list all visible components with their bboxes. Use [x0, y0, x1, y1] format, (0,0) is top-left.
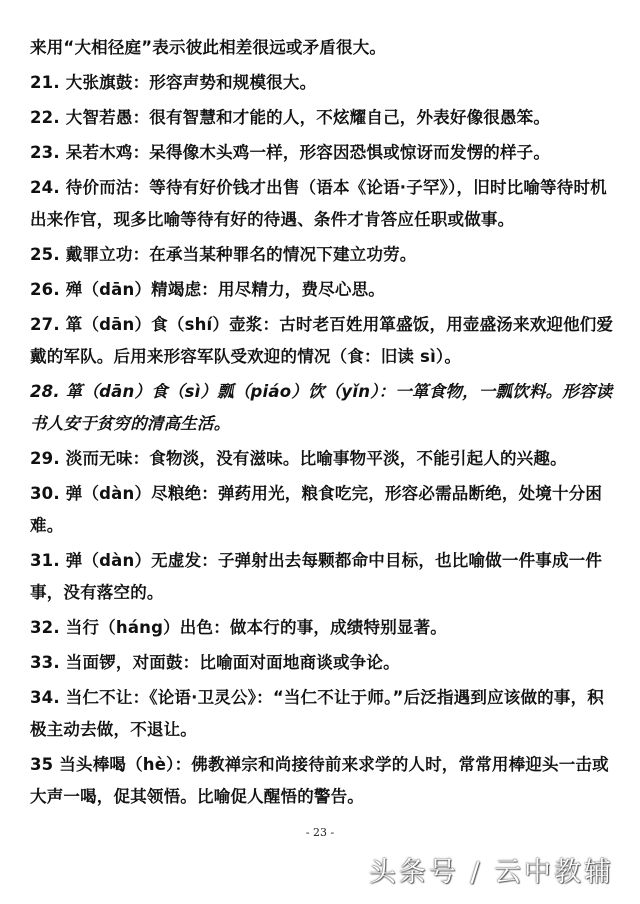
idiom-entry-22: 22. 大智若愚：很有智慧和才能的人，不炫耀自己，外表好像很愚笨。	[30, 108, 551, 127]
idiom-entry-25: 25. 戴罪立功：在承当某种罪名的情况下建立功劳。	[30, 245, 417, 264]
idiom-entry-23: 23. 呆若木鸡：呆得像木头鸡一样，形容因恐惧或惊讶而发愣的样子。	[30, 143, 551, 162]
idiom-entry-35: 35 当头棒喝（hè）：佛教禅宗和尚接待前来求学的人时，常常用棒迎头一击或大声一喝，促其领悟。比喻促人醒悟的警告。	[30, 755, 609, 806]
idiom-entry-27: 27. 箪（dān）食（shí）壶浆：古时老百姓用箪盛饭，用壶盛汤来欢迎他们爱戴的军队。后用来形容军队受欢迎的情况（食：旧读 sì）。	[30, 315, 614, 366]
idiom-entry-24: 24. 待价而沽：等待有好价钱才出售（语本《论语·子罕》），旧时比喻等待时机出来作官，现多比喻等待有好的待遇、条件才肯答应任职或做事。	[30, 178, 607, 229]
document-body	[30, 32, 615, 816]
idiom-entry-31: 31. 弹（dàn）无虚发：子弹射出去每颗都命中目标，也比喻做一件事成一件事，没有落空的。	[30, 551, 603, 602]
idiom-entry-28: 28. 箪（dān）食（sì）瓢（piáo）饮（yǐn）：一箪食物，一瓢饮料。形容读书人安于贫穷的清高生活。	[30, 382, 613, 433]
idiom-entry-34: 34. 当仁不让：《论语·卫灵公》：“当仁不让于师。”后泛指遇到应该做的事，积极主动去做，不退让。	[30, 688, 604, 739]
idiom-entry-30: 30. 弹（dàn）尽粮绝：弹药用光，粮食吃完，形容必需品断绝，处境十分困难。	[30, 484, 603, 535]
idiom-entry-21: 21. 大张旗鼓：形容声势和规模很大。	[30, 73, 317, 92]
idiom-entry-32: 32. 当行（háng）出色：做本行的事，成绩特别显著。	[30, 618, 448, 637]
idiom-entry-26: 26. 殚（dān）精竭虑：用尽精力，费尽心思。	[30, 280, 385, 299]
idiom-entry-33: 33. 当面锣，对面鼓：比喻面对面地商谈或争论。	[30, 653, 400, 672]
idiom-entry-29: 29. 淡而无味：食物淡，没有滋味。比喻事物平淡，不能引起人的兴趣。	[30, 449, 567, 468]
paragraph-continuation: 来用“大相径庭”表示彼此相差很远或矛盾很大。	[30, 38, 387, 57]
page-number: - 23 -	[305, 826, 335, 839]
watermark: 头条号 / 云中教辅	[368, 857, 614, 888]
